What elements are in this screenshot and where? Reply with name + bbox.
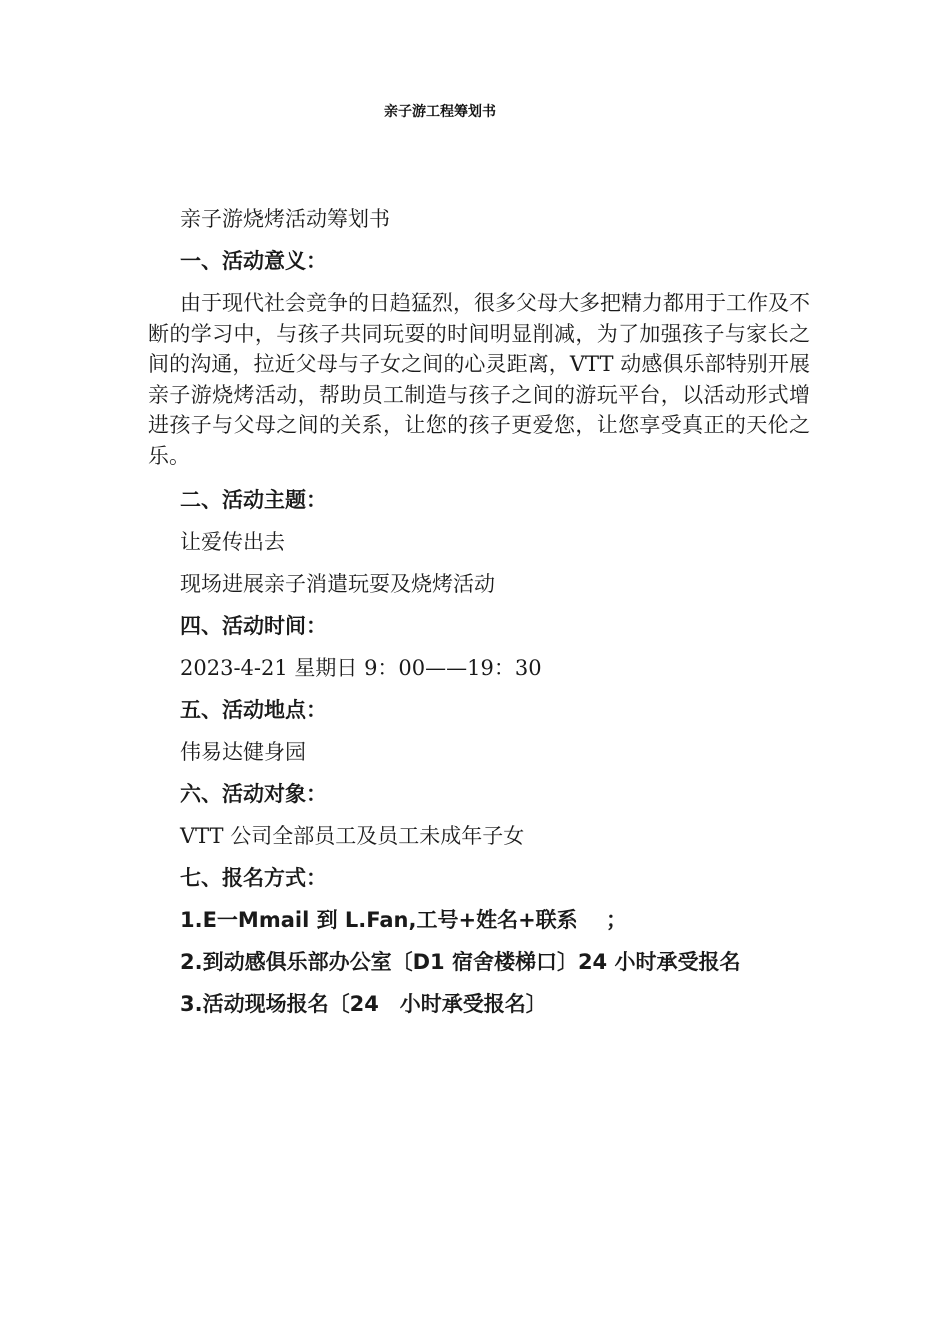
registration-method-3: 3.活动现场报名〔24 小时承受报名〕 <box>180 992 547 1016</box>
registration-method-2: 2.到动感俱乐部办公室〔D1 宿舍楼梯口〕24 小时承受报名 <box>180 950 741 974</box>
document-body <box>148 204 810 1019</box>
page-header-title: 亲子游工程筹划书 <box>384 104 496 120</box>
event-audience: VTT 公司全部员工及员工未成年子女 <box>180 824 525 848</box>
section-heading-audience: 六、活动对象： <box>180 782 327 806</box>
section-heading-time: 四、活动时间： <box>180 614 327 638</box>
section-heading-location: 五、活动地点： <box>180 698 327 722</box>
section-heading-registration: 七、报名方式： <box>180 866 327 890</box>
section-body-significance: 由于现代社会竞争的日趋猛烈，很多父母大多把精力都用于工作及不断的学习中，与孩子共同玩耍的时间明显削减，为了加强孩子与家长之间的沟通，拉近父母与子女之间的心灵距离，VTT 动感俱乐部特别开展亲子游烧烤活动，帮助员工制造与孩子之间的游玩平台，以活动形式增进孩子与父母之间的关系，让您的孩子更爱您，让您享受真正的天伦之乐。 <box>148 291 810 468</box>
section-heading-theme: 二、活动主题： <box>180 488 327 512</box>
theme-line-2: 现场进展亲子消遣玩耍及烧烤活动 <box>180 572 495 596</box>
event-time: 2023-4-21 星期日 9：00——19：30 <box>180 656 542 680</box>
registration-method-1: 1.E一Mmail 到 L.Fan,工号+姓名+联系 ； <box>180 908 627 932</box>
section-heading-significance: 一、活动意义： <box>180 249 327 273</box>
event-location: 伟易达健身园 <box>180 740 306 764</box>
theme-line-1: 让爱传出去 <box>180 530 285 554</box>
document-title: 亲子游烧烤活动筹划书 <box>180 207 390 231</box>
